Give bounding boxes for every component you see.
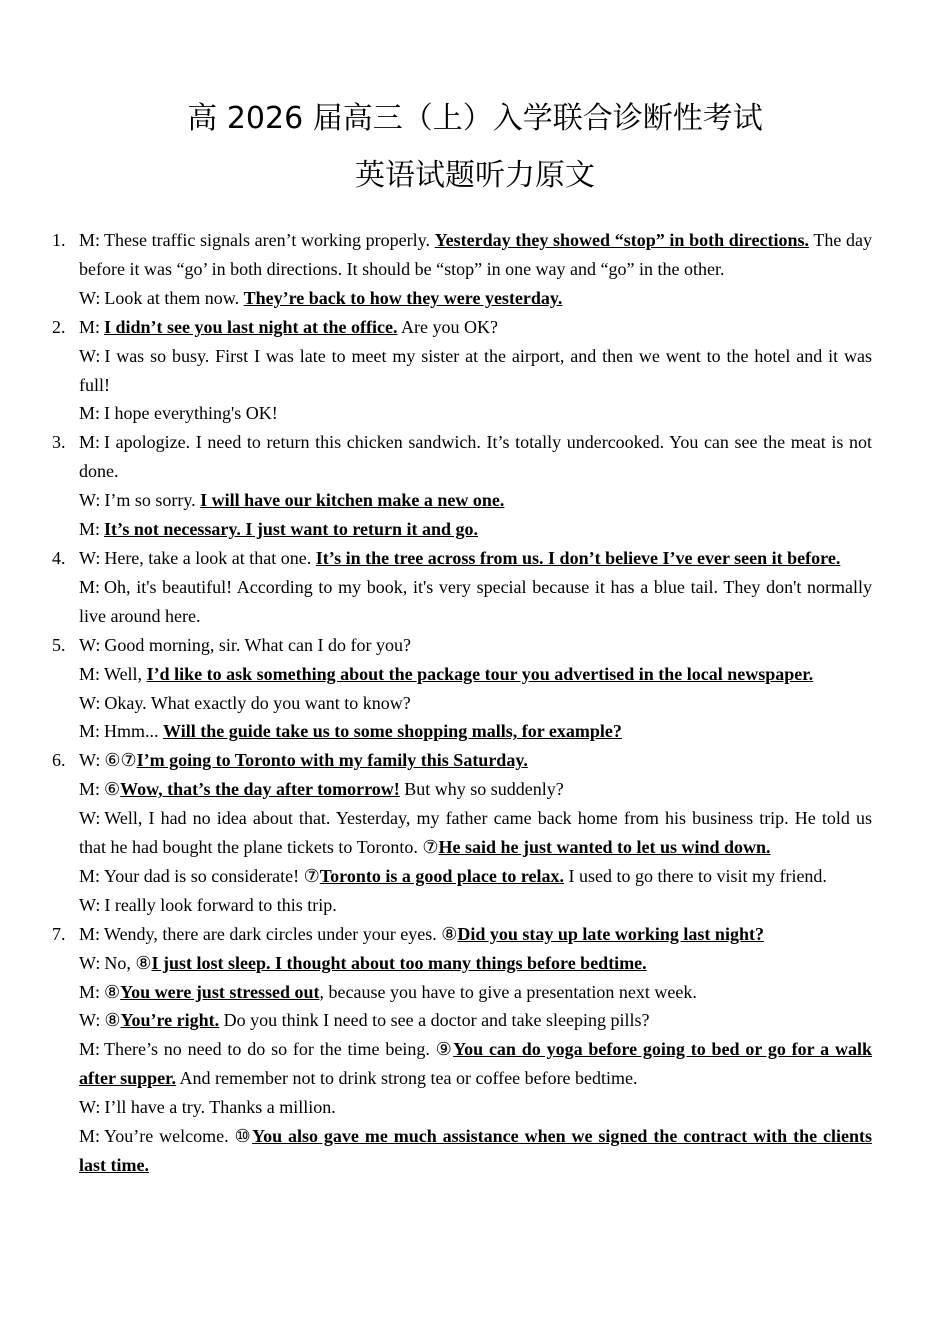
dialogue-line [79,544,872,573]
item-number: 3. [52,432,66,453]
dialogue-line [79,920,872,949]
dialogue-text: Well, [104,663,147,684]
speaker-label: M: [79,923,101,944]
dialogue-line [79,717,872,746]
dialogue-text: Do you think I need to see a doctor and take sleeping pills? [219,1010,650,1031]
dialogue-line [79,746,872,775]
dialogue-text: I’m so sorry. [104,490,201,511]
item-number: 4. [52,547,66,568]
transcript-content [52,226,872,1180]
key-answer: I just lost sleep. I thought about too many things before bedtime. [151,952,647,973]
transcript-item-4 [52,544,872,631]
question-marker: ⑧ [104,981,121,1002]
key-answer: You were just stressed out [120,981,320,1002]
key-answer: You can do yoga before going to bed or go for a walk after supper. [79,1039,872,1089]
dialogue-line [79,515,872,544]
transcript-item-3 [52,428,872,544]
transcript-item-7 [52,920,872,1180]
dialogue-text: I hope everything's OK! [104,403,278,424]
dialogue-line [79,804,872,862]
dialogue-text: Oh, it's beautiful! According to my book, it's very special because it has a blue tail. They don't normally live around here. [79,576,872,626]
dialogue-line [79,342,872,400]
speaker-label: M: [79,519,101,540]
key-answer: He said he just wanted to let us wind down. [438,837,771,858]
dialogue-line [79,862,872,891]
key-answer: I’d like to ask something about the package tour you advertised in the local newspaper. [146,663,814,684]
speaker-label: W: [79,692,101,713]
dialogue-text: There’s no need to do so for the time being. ⑨ [104,1039,454,1060]
dialogue-text: Well, I had no idea about that. Yesterday, my father came back home from his business trip. He told us that he had bought the plane tickets to Toronto. ⑦ [79,808,872,858]
key-answer: I’m going to Toronto with my family this Saturday. [136,750,528,771]
dialogue-line [79,1006,872,1035]
speaker-label: W: [79,750,101,771]
question-marker: ⑧ [104,1010,121,1031]
key-answer: Will the guide take us to some shopping malls, for example? [163,721,622,742]
speaker-label: W: [79,952,101,973]
speaker-label: W: [79,490,101,511]
speaker-label: M: [79,865,101,886]
dialogue-text: I really look forward to this trip. [104,894,337,915]
dialogue-line [79,1122,872,1180]
speaker-label: M: [79,1039,101,1060]
speaker-label: W: [79,1010,101,1031]
dialogue-line [79,1035,872,1093]
dialogue-text: These traffic signals aren’t working properly. [104,230,435,250]
key-answer: You also gave me much assistance when we signed the contract with the clients last time. [79,1126,872,1175]
dialogue-line [79,428,872,486]
dialogue-text: Look at them now. [104,287,244,308]
dialogue-line [79,978,872,1007]
speaker-label: M: [79,576,101,597]
speaker-label: M: [79,1126,101,1147]
key-answer: You’re right. [120,1010,220,1031]
speaker-label: W: [79,894,101,915]
dialogue-line [79,1093,872,1122]
dialogue-line [79,660,872,689]
key-answer: I will have our kitchen make a new one. [200,490,505,511]
key-answer: Yesterday they showed “stop” in both directions. [434,230,809,250]
dialogue-text: Are you OK? [397,316,498,337]
dialogue-text: Wendy, there are dark circles under your eyes. ⑧ [104,923,458,944]
dialogue-line [79,631,872,660]
speaker-label: W: [79,634,101,655]
dialogue-text: But why so suddenly? [399,779,564,800]
key-answer: Toronto is a good place to relax. [319,865,564,886]
key-answer: Wow, that’s the day after tomorrow! [120,779,400,800]
speaker-label: M: [79,779,101,800]
dialogue-text: Good morning, sir. What can I do for you? [104,634,411,655]
transcript-item-2 [52,313,872,429]
dialogue-text: Your dad is so considerate! ⑦ [104,865,320,886]
dialogue-line [79,313,872,342]
dialogue-line [79,949,872,978]
dialogue-line [79,891,872,920]
question-marker: ⑥⑦ [104,750,137,771]
question-marker: ⑥ [104,779,121,800]
item-number: 7. [52,923,66,944]
dialogue-text: I used to go there to visit my friend. [563,865,827,886]
dialogue-line [79,226,872,284]
transcript-item-5 [52,631,872,747]
speaker-label: W: [79,547,101,568]
document-subtitle: 英语试题听力原文 [355,158,595,193]
key-answer: They’re back to how they were yesterday. [243,287,563,308]
speaker-label: M: [79,316,101,337]
item-number: 2. [52,316,66,337]
dialogue-line [79,399,872,428]
dialogue-text: Hmm... [104,721,164,742]
dialogue-line [79,573,872,631]
dialogue-text: The day before it was “go’ in both directions. It should be “stop” in one way and “go” in the other. [79,230,872,279]
transcript-item-6 [52,746,872,919]
speaker-label: M: [79,403,101,424]
dialogue-text: Here, take a look at that one. [104,547,316,568]
document-title: 高 2026 届高三（上）入学联合诊断性考试 [187,101,763,136]
speaker-label: W: [79,345,101,366]
item-number: 5. [52,634,66,655]
dialogue-text: No, ⑧ [104,952,152,973]
speaker-label: W: [79,808,101,829]
dialogue-text: , because you have to give a presentation next week. [319,981,697,1002]
speaker-label: W: [79,287,101,308]
dialogue-text: I was so busy. First I was late to meet my sister at the airport, and then we went to the hotel and it was full! [79,345,872,395]
item-number: 6. [52,750,66,771]
speaker-label: M: [79,230,101,250]
speaker-label: M: [79,432,101,453]
dialogue-text: I’ll have a try. Thanks a million. [104,1097,336,1118]
dialogue-line [79,284,872,313]
dialogue-line [79,689,872,718]
speaker-label: M: [79,981,101,1002]
key-answer: It’s in the tree across from us. I don’t believe I’ve ever seen it before. [315,547,841,568]
dialogue-text: You’re welcome. ⑩ [104,1126,253,1147]
key-answer: It’s not necessary. I just want to return it and go. [104,519,479,540]
speaker-label: M: [79,721,101,742]
transcript-item-1 [52,226,872,313]
speaker-label: M: [79,663,101,684]
dialogue-line [79,775,872,804]
dialogue-line [79,486,872,515]
key-answer: Did you stay up late working last night? [457,923,764,944]
dialogue-text: And remember not to drink strong tea or coffee before bedtime. [176,1068,638,1089]
dialogue-text: I apologize. I need to return this chicken sandwich. It’s totally undercooked. You can see the meat is not done. [79,432,872,482]
item-number: 1. [52,230,66,250]
speaker-label: W: [79,1097,101,1118]
dialogue-text: Okay. What exactly do you want to know? [104,692,411,713]
key-answer: I didn’t see you last night at the office. [104,316,398,337]
